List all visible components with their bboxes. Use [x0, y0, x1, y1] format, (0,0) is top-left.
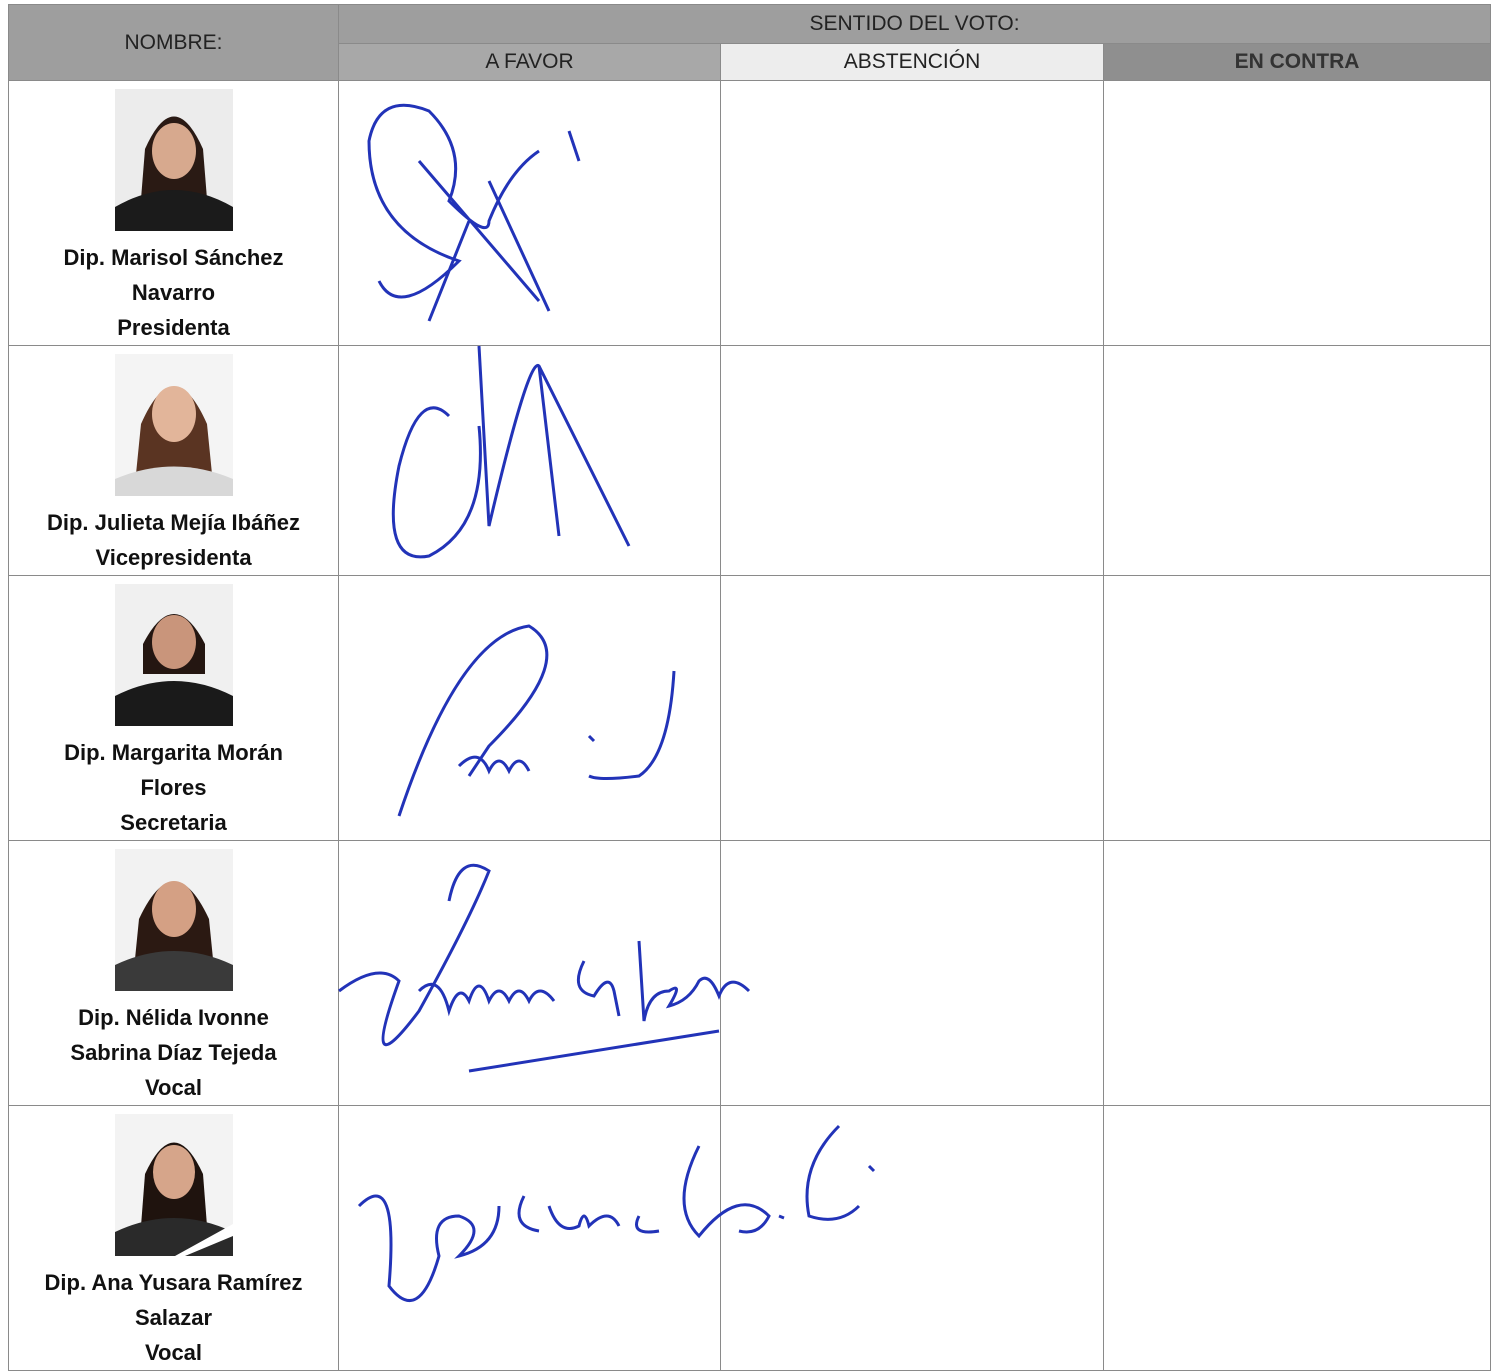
member-row: [9, 576, 1491, 841]
header-nombre: NOMBRE:: [9, 5, 339, 81]
signature-3: [339, 576, 721, 830]
vote-cell-en-contra: [1104, 346, 1491, 576]
member-row: [9, 81, 1491, 346]
vote-cell-abstencion: [721, 81, 1104, 346]
member-name-line2: Navarro: [131, 280, 216, 305]
header-en-contra: EN CONTRA: [1104, 44, 1491, 81]
member-role: Vocal: [144, 1340, 203, 1365]
member-name-line2: Sabrina Díaz Tejeda: [70, 1040, 277, 1065]
member-name-cell: [9, 1106, 339, 1371]
header-sentido-del-voto: SENTIDO DEL VOTO:: [339, 5, 1491, 44]
member-row: [9, 1106, 1491, 1371]
header-a-favor: A FAVOR: [339, 44, 721, 81]
member-name-line1: Dip. Marisol Sánchez: [63, 245, 284, 270]
member-name-line1: Dip. Margarita Morán: [64, 740, 283, 765]
vote-cell-a-favor: [339, 346, 721, 576]
vote-cell-a-favor: [339, 81, 721, 346]
member-photo: [115, 354, 233, 496]
member-name-cell: [9, 576, 339, 841]
vote-cell-a-favor: [339, 1106, 721, 1371]
member-role: Secretaria: [120, 810, 227, 835]
member-role: Presidenta: [117, 315, 230, 340]
signature-4: [339, 841, 809, 1103]
signature-1: [339, 81, 721, 335]
member-row: [9, 346, 1491, 576]
member-name-line2: Vicepresidenta: [95, 545, 252, 570]
member-row: [9, 841, 1491, 1106]
member-photo: [115, 1114, 233, 1256]
vote-cell-en-contra: [1104, 1106, 1491, 1371]
signature-2: [339, 346, 721, 566]
member-name-line1: Dip. Nélida Ivonne: [78, 1005, 269, 1030]
vote-cell-en-contra: [1104, 841, 1491, 1106]
member-name-line1: Dip. Ana Yusara Ramírez: [44, 1270, 303, 1295]
member-name-line2: Salazar: [134, 1305, 213, 1330]
member-photo: [115, 849, 233, 991]
member-name-cell: [9, 346, 339, 576]
vote-cell-a-favor: [339, 576, 721, 841]
vote-table: [8, 4, 1491, 1371]
member-name-cell: [9, 81, 339, 346]
member-name-line2: Flores: [140, 775, 207, 800]
member-name-cell: [9, 841, 339, 1106]
vote-cell-en-contra: [1104, 576, 1491, 841]
member-role: Vocal: [144, 1075, 203, 1100]
signature-5: [339, 1106, 859, 1352]
vote-cell-a-favor: [339, 841, 721, 1106]
vote-cell-en-contra: [1104, 81, 1491, 346]
vote-cell-abstencion: [721, 576, 1104, 841]
member-name-line1: Dip. Julieta Mejía Ibáñez: [46, 510, 301, 535]
member-photo: [115, 584, 233, 726]
vote-cell-abstencion: [721, 346, 1104, 576]
header-abstencion: ABSTENCIÓN: [721, 44, 1104, 81]
member-photo: [115, 89, 233, 231]
